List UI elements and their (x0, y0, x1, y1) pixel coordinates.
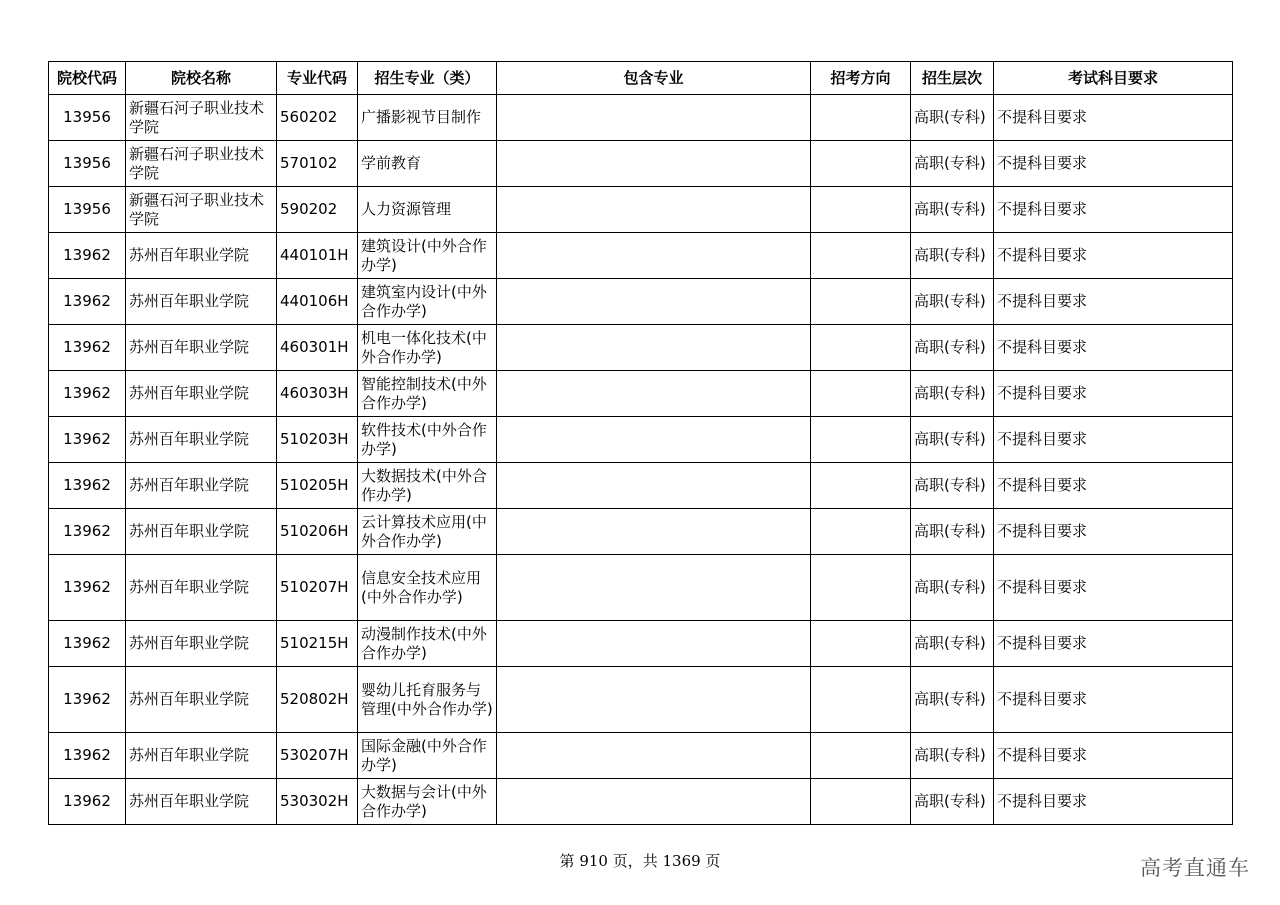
cell-major-code: 560202 (277, 95, 358, 141)
cell-direction (811, 371, 911, 417)
cell-requirement: 不提科目要求 (994, 417, 1233, 463)
table-row (49, 325, 1233, 371)
cell-major-code: 590202 (277, 187, 358, 233)
cell-direction (811, 621, 911, 667)
cell-requirement: 不提科目要求 (994, 509, 1233, 555)
cell-requirement: 不提科目要求 (994, 233, 1233, 279)
cell-requirement: 不提科目要求 (994, 371, 1233, 417)
cell-school-code: 13962 (49, 417, 126, 463)
cell-included-majors (497, 141, 811, 187)
cell-school-name: 新疆石河子职业技术学院 (126, 95, 277, 141)
cell-major-code: 440106H (277, 279, 358, 325)
cell-level: 高职(专科) (911, 667, 994, 733)
cell-school-name: 新疆石河子职业技术学院 (126, 141, 277, 187)
header-direction: 招考方向 (811, 62, 911, 95)
table-row (49, 621, 1233, 667)
cell-level: 高职(专科) (911, 187, 994, 233)
cell-school-code: 13962 (49, 279, 126, 325)
cell-school-code: 13962 (49, 509, 126, 555)
cell-major-code: 570102 (277, 141, 358, 187)
table-row (49, 417, 1233, 463)
header-included-majors: 包含专业 (497, 62, 811, 95)
cell-school-name: 苏州百年职业学院 (126, 621, 277, 667)
cell-requirement: 不提科目要求 (994, 187, 1233, 233)
cell-requirement: 不提科目要求 (994, 733, 1233, 779)
cell-direction (811, 187, 911, 233)
cell-school-name: 苏州百年职业学院 (126, 233, 277, 279)
cell-direction (811, 779, 911, 825)
cell-included-majors (497, 733, 811, 779)
cell-school-code: 13956 (49, 141, 126, 187)
cell-level: 高职(专科) (911, 555, 994, 621)
cell-major: 建筑室内设计(中外合作办学) (358, 279, 497, 325)
cell-school-code: 13962 (49, 555, 126, 621)
cell-direction (811, 463, 911, 509)
cell-level: 高职(专科) (911, 463, 994, 509)
header-requirement: 考试科目要求 (994, 62, 1233, 95)
cell-major-code: 440101H (277, 233, 358, 279)
cell-level: 高职(专科) (911, 233, 994, 279)
cell-level: 高职(专科) (911, 279, 994, 325)
cell-school-name: 苏州百年职业学院 (126, 779, 277, 825)
header-major: 招生专业（类） (358, 62, 497, 95)
cell-requirement: 不提科目要求 (994, 555, 1233, 621)
admissions-table (48, 61, 1233, 825)
cell-included-majors (497, 621, 811, 667)
cell-school-code: 13962 (49, 325, 126, 371)
cell-school-name: 苏州百年职业学院 (126, 667, 277, 733)
header-school-name: 院校名称 (126, 62, 277, 95)
cell-level: 高职(专科) (911, 371, 994, 417)
cell-direction (811, 325, 911, 371)
table-row (49, 463, 1233, 509)
table-row (49, 233, 1233, 279)
cell-requirement: 不提科目要求 (994, 463, 1233, 509)
cell-major-code: 530207H (277, 733, 358, 779)
cell-school-name: 苏州百年职业学院 (126, 509, 277, 555)
cell-major-code: 530302H (277, 779, 358, 825)
cell-major-code: 520802H (277, 667, 358, 733)
cell-school-name: 苏州百年职业学院 (126, 555, 277, 621)
cell-major-code: 510206H (277, 509, 358, 555)
cell-direction (811, 233, 911, 279)
table-row (49, 779, 1233, 825)
cell-requirement: 不提科目要求 (994, 667, 1233, 733)
cell-school-code: 13962 (49, 233, 126, 279)
cell-included-majors (497, 417, 811, 463)
table-row (49, 509, 1233, 555)
cell-included-majors (497, 509, 811, 555)
cell-major: 大数据与会计(中外合作办学) (358, 779, 497, 825)
cell-major-code: 510215H (277, 621, 358, 667)
cell-school-name: 新疆石河子职业技术学院 (126, 187, 277, 233)
cell-major: 信息安全技术应用(中外合作办学) (358, 555, 497, 621)
table-row (49, 555, 1233, 621)
header-major-code: 专业代码 (277, 62, 358, 95)
cell-included-majors (497, 187, 811, 233)
header-level: 招生层次 (911, 62, 994, 95)
cell-school-name: 苏州百年职业学院 (126, 371, 277, 417)
cell-direction (811, 733, 911, 779)
cell-major-code: 510203H (277, 417, 358, 463)
table-row (49, 667, 1233, 733)
cell-school-code: 13962 (49, 463, 126, 509)
cell-major-code: 460303H (277, 371, 358, 417)
cell-included-majors (497, 667, 811, 733)
cell-school-name: 苏州百年职业学院 (126, 325, 277, 371)
cell-requirement: 不提科目要求 (994, 141, 1233, 187)
cell-requirement: 不提科目要求 (994, 325, 1233, 371)
cell-requirement: 不提科目要求 (994, 95, 1233, 141)
cell-level: 高职(专科) (911, 417, 994, 463)
cell-school-code: 13962 (49, 733, 126, 779)
cell-major-code: 460301H (277, 325, 358, 371)
cell-major: 动漫制作技术(中外合作办学) (358, 621, 497, 667)
cell-level: 高职(专科) (911, 779, 994, 825)
cell-major: 建筑设计(中外合作办学) (358, 233, 497, 279)
cell-school-code: 13962 (49, 779, 126, 825)
cell-direction (811, 667, 911, 733)
cell-school-code: 13962 (49, 621, 126, 667)
cell-included-majors (497, 371, 811, 417)
cell-school-name: 苏州百年职业学院 (126, 279, 277, 325)
cell-major: 机电一体化技术(中外合作办学) (358, 325, 497, 371)
cell-school-name: 苏州百年职业学院 (126, 417, 277, 463)
cell-included-majors (497, 463, 811, 509)
cell-included-majors (497, 779, 811, 825)
cell-major: 人力资源管理 (358, 187, 497, 233)
table-row (49, 95, 1233, 141)
table-row (49, 279, 1233, 325)
cell-direction (811, 555, 911, 621)
cell-level: 高职(专科) (911, 95, 994, 141)
table-row (49, 187, 1233, 233)
cell-level: 高职(专科) (911, 325, 994, 371)
cell-direction (811, 95, 911, 141)
cell-major: 婴幼儿托育服务与管理(中外合作办学) (358, 667, 497, 733)
cell-included-majors (497, 233, 811, 279)
cell-level: 高职(专科) (911, 733, 994, 779)
cell-level: 高职(专科) (911, 509, 994, 555)
cell-level: 高职(专科) (911, 621, 994, 667)
cell-major-code: 510205H (277, 463, 358, 509)
cell-requirement: 不提科目要求 (994, 621, 1233, 667)
cell-major: 广播影视节目制作 (358, 95, 497, 141)
cell-included-majors (497, 555, 811, 621)
cell-included-majors (497, 95, 811, 141)
cell-school-code: 13962 (49, 667, 126, 733)
cell-school-code: 13956 (49, 187, 126, 233)
cell-school-code: 13956 (49, 95, 126, 141)
table-row (49, 371, 1233, 417)
cell-direction (811, 417, 911, 463)
cell-included-majors (497, 325, 811, 371)
cell-major: 国际金融(中外合作办学) (358, 733, 497, 779)
cell-included-majors (497, 279, 811, 325)
header-school-code: 院校代码 (49, 62, 126, 95)
cell-major: 云计算技术应用(中外合作办学) (358, 509, 497, 555)
cell-requirement: 不提科目要求 (994, 279, 1233, 325)
cell-major-code: 510207H (277, 555, 358, 621)
cell-level: 高职(专科) (911, 141, 994, 187)
page-number: 第 910 页，共 1369 页 (559, 852, 721, 870)
cell-school-code: 13962 (49, 371, 126, 417)
cell-major: 智能控制技术(中外合作办学) (358, 371, 497, 417)
cell-direction (811, 509, 911, 555)
table-row (49, 733, 1233, 779)
cell-school-name: 苏州百年职业学院 (126, 463, 277, 509)
header-row (49, 62, 1233, 95)
cell-major: 大数据技术(中外合作办学) (358, 463, 497, 509)
cell-major: 软件技术(中外合作办学) (358, 417, 497, 463)
cell-direction (811, 279, 911, 325)
cell-direction (811, 141, 911, 187)
cell-requirement: 不提科目要求 (994, 779, 1233, 825)
table-body (49, 95, 1233, 825)
cell-school-name: 苏州百年职业学院 (126, 733, 277, 779)
table-row (49, 141, 1233, 187)
watermark: 高考直通车 (1140, 856, 1250, 880)
cell-major: 学前教育 (358, 141, 497, 187)
